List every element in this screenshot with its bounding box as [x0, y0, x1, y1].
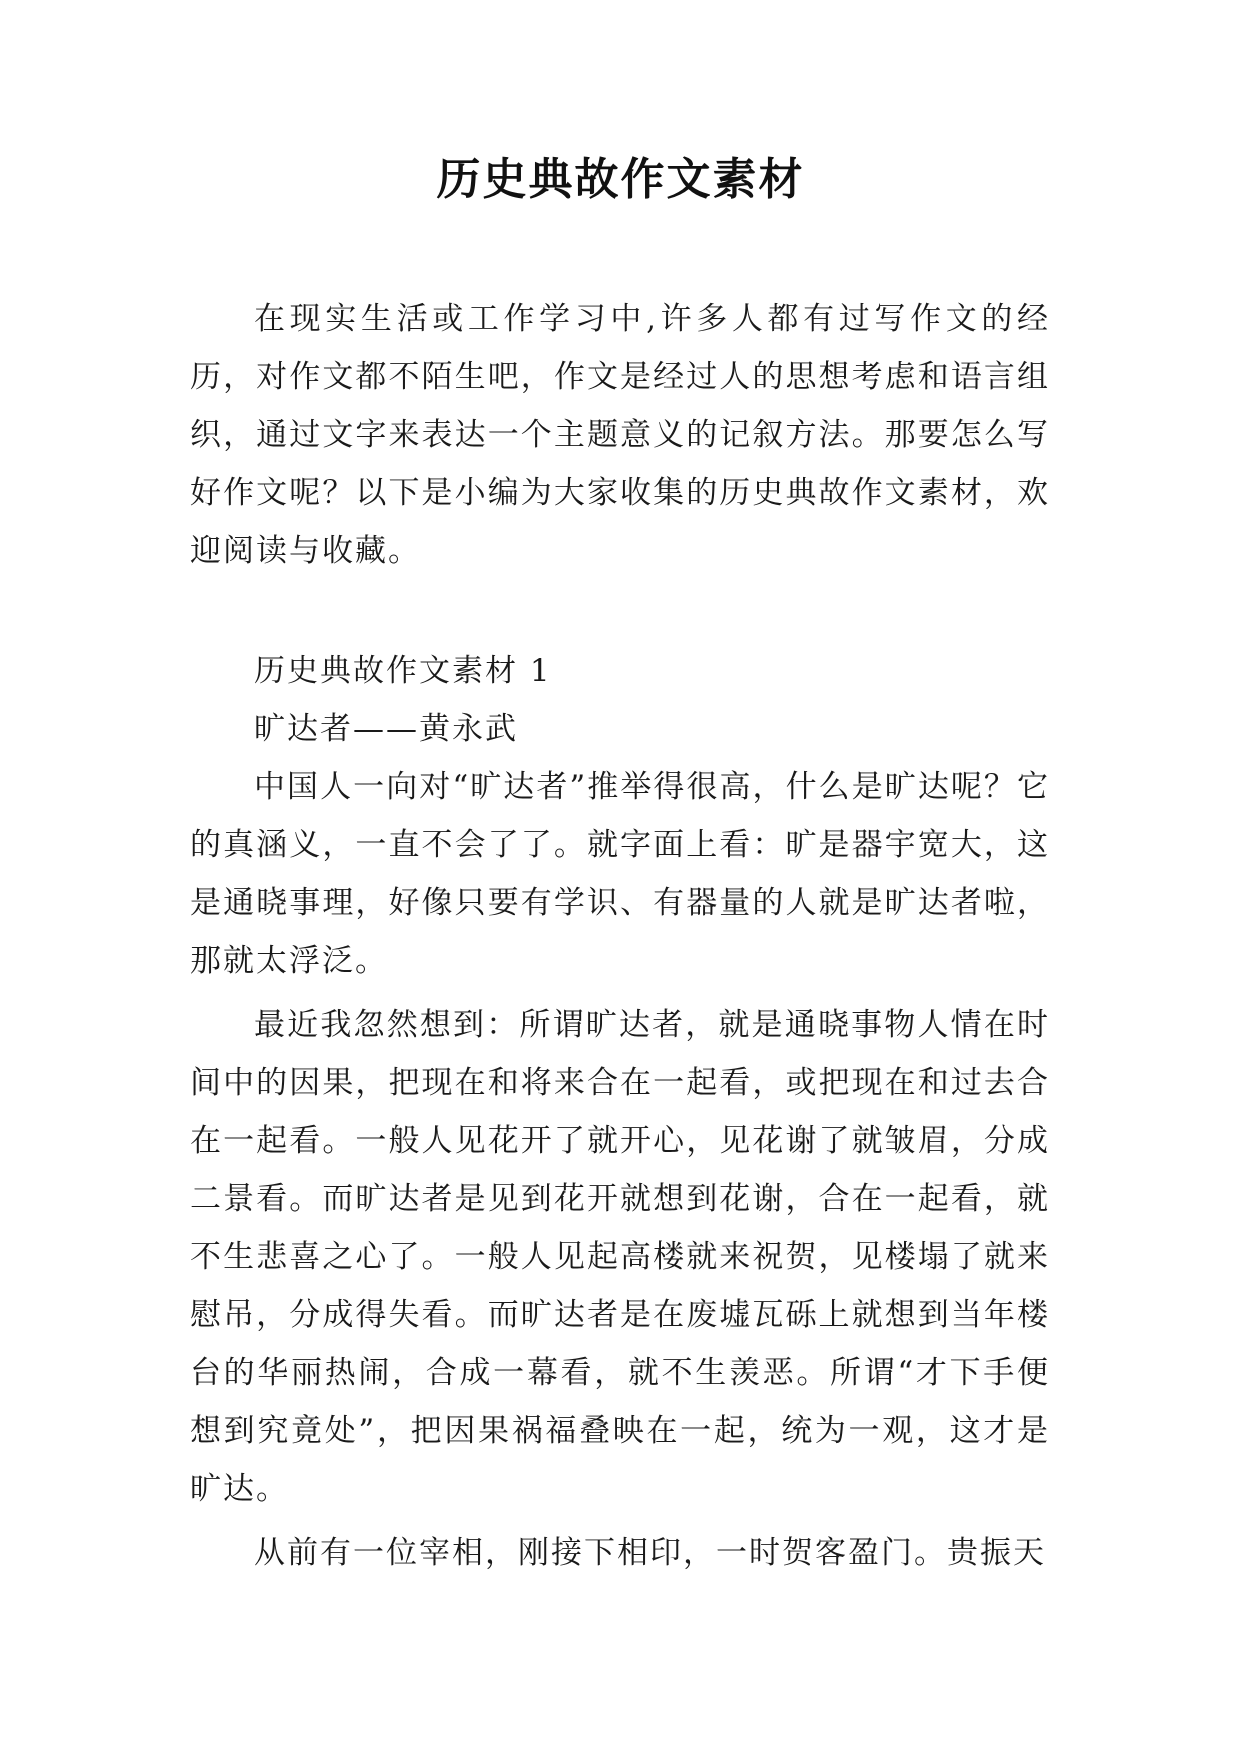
article-title: 旷达者——黄永武	[254, 711, 518, 747]
body-paragraph: 中国人一向对“旷达者”推举得很高，什么是旷达呢？它的真涵义，一直不会了了。就字面上看：旷是器宇宽大，这是通晓事理，好像只要有学识、有器量的人就是旷达者啦，那就太浮泛。	[190, 769, 1050, 979]
body-paragraph: 从前有一位宰相，刚接下相印，一时贺客盈门。贵振天	[254, 1535, 1046, 1571]
document-title: 历史典故作文素材	[436, 154, 805, 205]
document-body	[190, 290, 1050, 1582]
intro-paragraph: 在现实生活或工作学习中,许多人都有过写作文的经历，对作文都不陌生吧，作文是经过人的思想考虑和语言组织，通过文字来表达一个主题意义的记叙方法。那要怎么写好作文呢？以下是小编为大家收集的历史典故作文素材，欢迎阅读与收藏。	[190, 301, 1050, 569]
section-heading: 历史典故作文素材 1	[254, 653, 552, 689]
body-paragraph: 最近我忽然想到：所谓旷达者，就是通晓事物人情在时间中的因果，把现在和将来合在一起看，或把现在和过去合在一起看。一般人见花开了就开心，见花谢了就皱眉，分成二景看。而旷达者是见到花开就想到花谢，合在一起看，就不生悲喜之心了。一般人见起高楼就来祝贺，见楼塌了就来慰吊，分成得失看。而旷达者是在废墟瓦砾上就想到当年楼台的华丽热闹，合成一幕看，就不生羡恶。所谓“才下手便想到究竟处”，把因果祸福叠映在一起，统为一观，这才是旷达。	[190, 1007, 1050, 1507]
